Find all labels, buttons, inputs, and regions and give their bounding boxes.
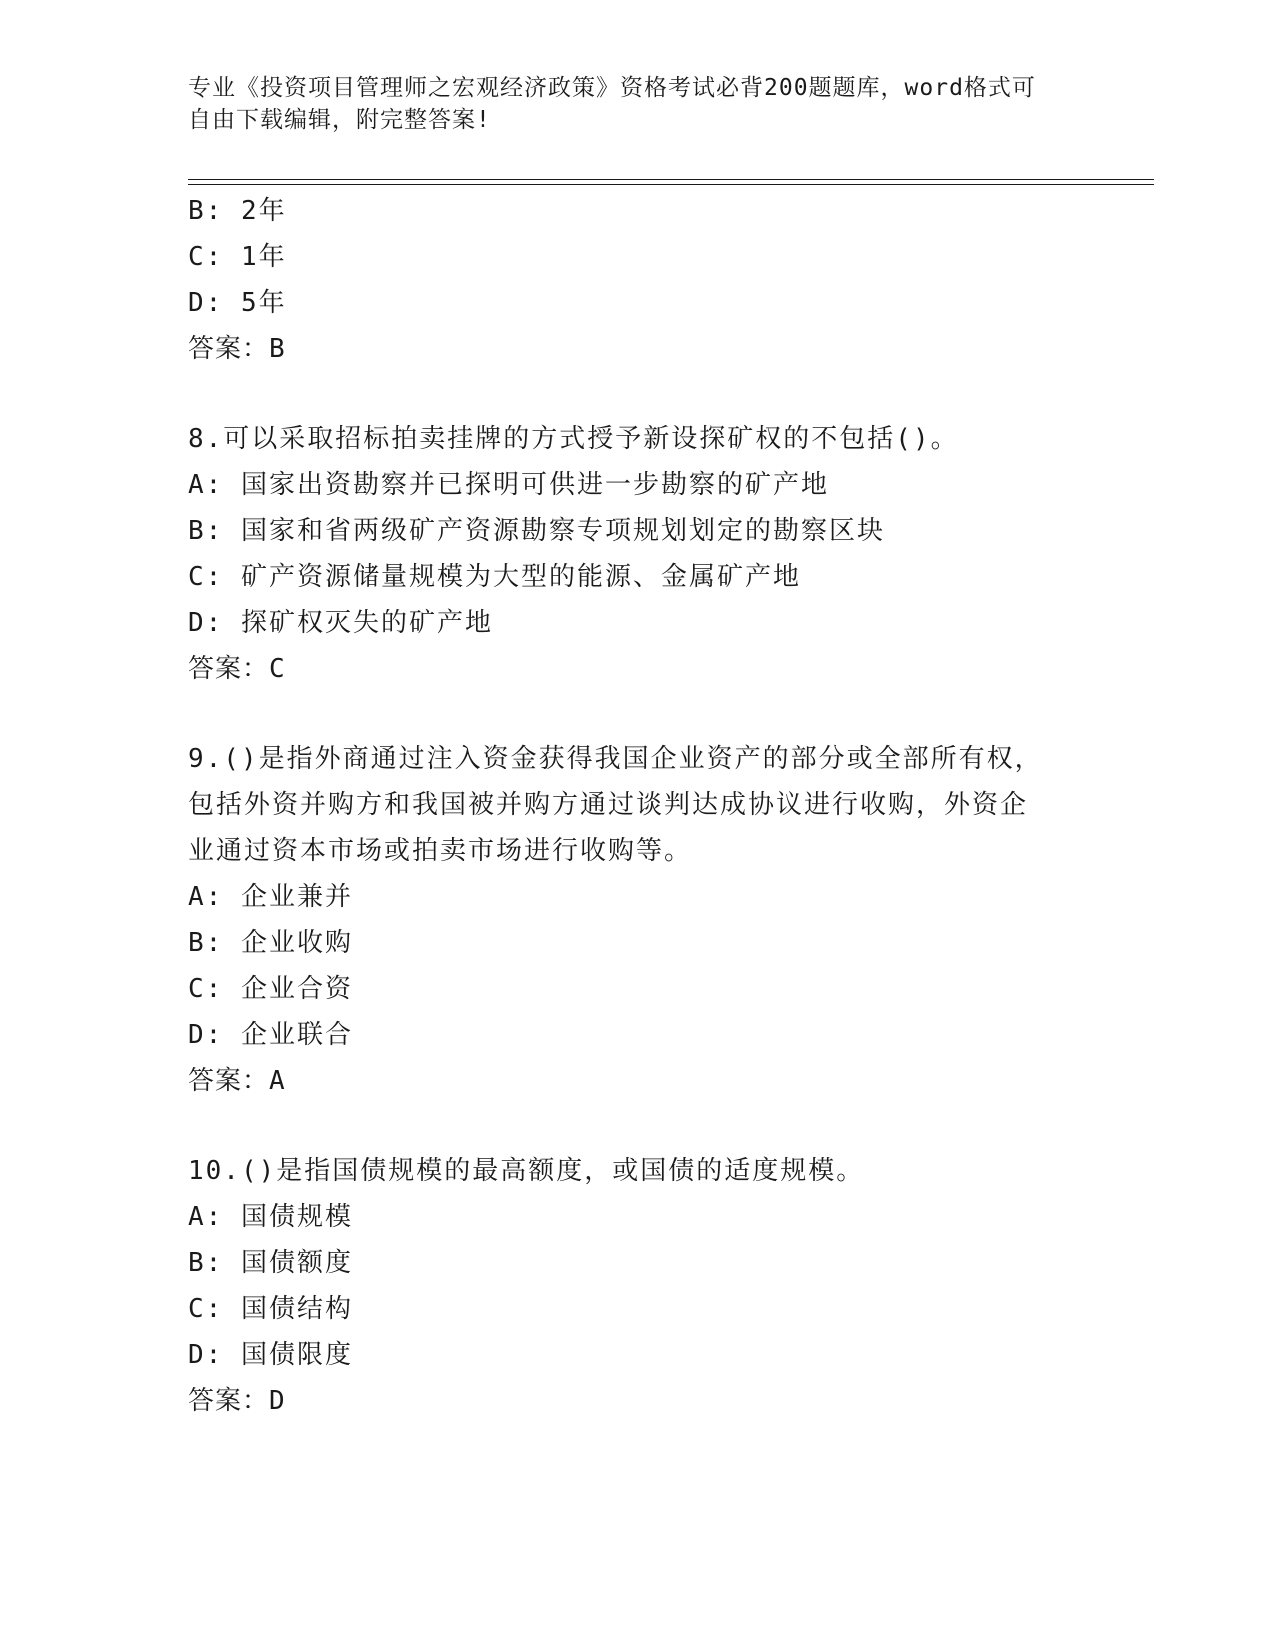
question-8 bbox=[188, 416, 1088, 692]
answer: 答案：D bbox=[188, 1386, 286, 1416]
question-text: 9.()是指外商通过注入资金获得我国企业资产的部分或全部所有权， bbox=[188, 744, 1043, 774]
question-text: 业通过资本市场或拍卖市场进行收购等。 bbox=[188, 836, 693, 866]
answer: 答案：C bbox=[188, 654, 286, 684]
header-title-line-2: 自由下载编辑，附完整答案! bbox=[188, 107, 491, 133]
question-10 bbox=[188, 1148, 1088, 1424]
option-c: C: 国债结构 bbox=[188, 1294, 353, 1324]
option-d: D: 5年 bbox=[188, 288, 287, 318]
answer: 答案：B bbox=[188, 334, 286, 364]
document-header bbox=[188, 72, 1068, 136]
option-d: D: 探矿权灭失的矿产地 bbox=[188, 608, 493, 638]
option-d: D: 国债限度 bbox=[188, 1340, 353, 1370]
option-a: A: 企业兼并 bbox=[188, 882, 353, 912]
option-c: C: 1年 bbox=[188, 242, 287, 272]
spacer bbox=[188, 1104, 1088, 1148]
question-7-continued bbox=[188, 188, 1088, 372]
question-text: 8.可以采取招标拍卖挂牌的方式授予新设探矿权的不包括()。 bbox=[188, 424, 959, 454]
option-c: C: 矿产资源储量规模为大型的能源、金属矿产地 bbox=[188, 562, 801, 592]
header-title-line-1: 专业《投资项目管理师之宏观经济政策》资格考试必背200题题库，word格式可 bbox=[188, 75, 1036, 101]
option-a: A: 国债规模 bbox=[188, 1202, 353, 1232]
option-a: A: 国家出资勘察并已探明可供进一步勘察的矿产地 bbox=[188, 470, 829, 500]
option-c: C: 企业合资 bbox=[188, 974, 353, 1004]
option-b: B: 国家和省两级矿产资源勘察专项规划划定的勘察区块 bbox=[188, 516, 885, 546]
header-rule-bottom bbox=[188, 184, 1154, 185]
question-9 bbox=[188, 736, 1088, 1104]
spacer bbox=[188, 692, 1088, 736]
option-b: B: 2年 bbox=[188, 196, 287, 226]
header-rule-top bbox=[188, 179, 1154, 180]
option-b: B: 国债额度 bbox=[188, 1248, 353, 1278]
answer: 答案：A bbox=[188, 1066, 286, 1096]
option-b: B: 企业收购 bbox=[188, 928, 353, 958]
question-text: 10.()是指国债规模的最高额度，或国债的适度规模。 bbox=[188, 1156, 865, 1186]
spacer bbox=[188, 372, 1088, 416]
option-d: D: 企业联合 bbox=[188, 1020, 353, 1050]
question-text: 包括外资并购方和我国被并购方通过谈判达成协议进行收购，外资企 bbox=[188, 790, 1029, 820]
question-content bbox=[188, 188, 1088, 1424]
